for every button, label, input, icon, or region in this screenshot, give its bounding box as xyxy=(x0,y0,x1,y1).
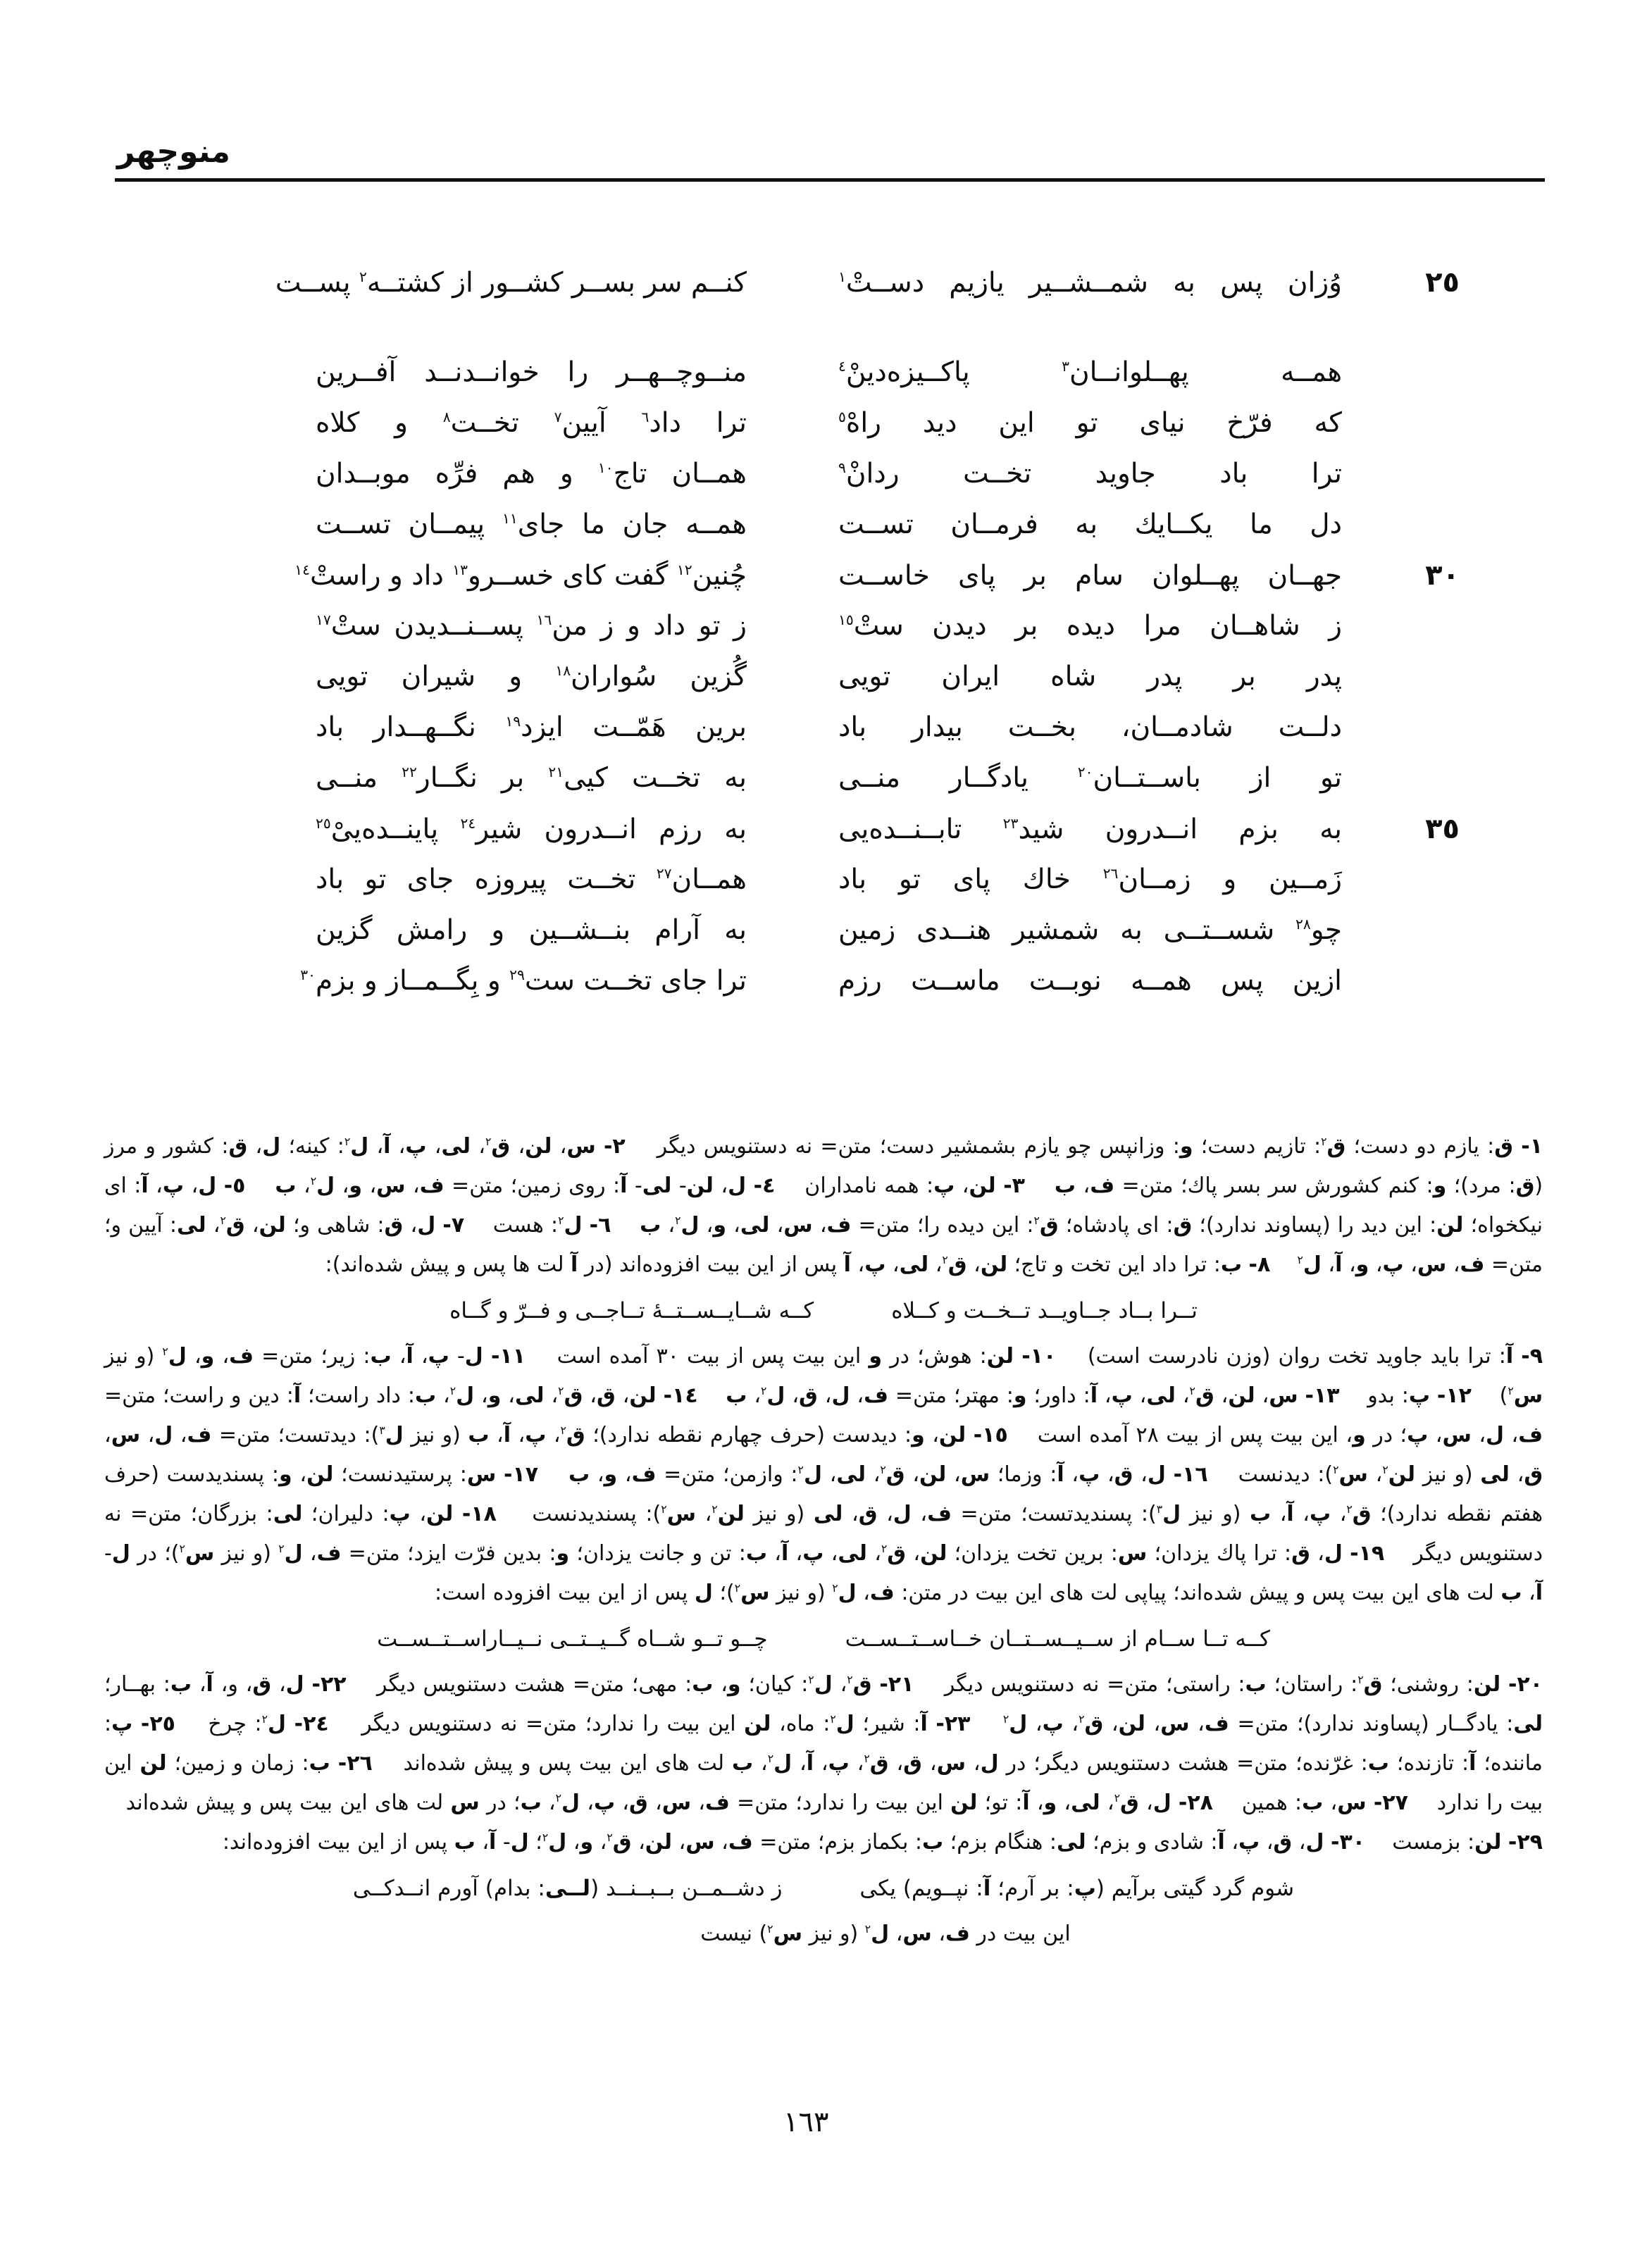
hemistich-right: جهــان پهــلوان سام بر پای خاســت xyxy=(838,560,1342,592)
verse-row xyxy=(316,458,1543,509)
apparatus-note: ٦- ل$^٢$: هست xyxy=(492,1213,611,1238)
apparatus-note: ١٠- لن: هوش؛ در و این بیت پس از بیت ٣٠ آمده است xyxy=(557,1344,1057,1369)
apparatus-note-number: ٢٦- xyxy=(337,1751,373,1776)
apparatus-note-number: ١٣- xyxy=(1305,1383,1340,1408)
apparatus-note: ١٧- س: پرستیدنست؛ لن، و: پسندیدست (حرف هفتم نقطه ندارد)؛ ق$^٢$، پ، آ، ب (و نیز ل$^٣$): پسندیدتست؛ متن= ف، ل، ق، لی (و نیز لن$^٢$، س$^٢$): پسندیدنست xyxy=(104,1462,1543,1526)
apparatus-note: ٢٣- آ: شیر؛ ل$^٢$: ماه، لن این بیت را ندارد؛ متن= نه دستنویس دیگر xyxy=(361,1712,971,1736)
inserted-hemistich-right: کــه تــا ســام از ســیــســتــان خــاســتــســت xyxy=(845,1626,1270,1652)
apparatus-note-number: ٢٨- xyxy=(1178,1790,1213,1815)
verse-row xyxy=(316,610,1543,661)
apparatus-note-number: ١١- xyxy=(490,1344,526,1369)
apparatus-note: ١٨- لن، پ: دلیران؛ لی: بزرگان؛ متن= نه دستنویس دیگر xyxy=(104,1502,1543,1566)
hemistich-left: کنــم سر بســر کشــور از کشتــه$^٢$ پســت xyxy=(275,267,747,299)
apparatus-note-number: ٢٧- xyxy=(1373,1790,1408,1815)
inserted-hemistich-left: چــو تــو شــاه گــیــتــی نــیــاراســتــســت xyxy=(377,1626,768,1652)
hemistich-left: ز تو داد و ز من$^{١٦}$ پســنــدیدن ستْ$^{١٧}$ xyxy=(316,610,747,642)
apparatus-note: ٨- ب: ترا داد این تخت و تاج؛ لن، ق$^٢$، لی، پ، آ پس از این بیت افزوده‌اند (در آ لت ها پس و پیش شده‌اند): xyxy=(325,1252,1271,1277)
inserted-hemistich-left: ز دشــمــن بــبــنــد (لــی: بدام) آورم انــدکــی xyxy=(352,1876,783,1901)
verse-row xyxy=(316,711,1543,762)
apparatus-note-number: ١٩- xyxy=(1350,1541,1385,1566)
apparatus-note: ٢٠- لن: روشنی؛ ق$^٢$: راستان؛ ب: راستی؛ متن= نه دستنویس دیگر xyxy=(944,1672,1543,1697)
hemistich-right: زَمــین و زمــان$^{٢٦}$ خاك پای تو باد xyxy=(838,864,1342,895)
verse-row xyxy=(275,266,1543,317)
apparatus-note: ٢- س، لن، ق$^٢$، لی، پ، آ، ل$^٢$: کینه؛ ل، ق: کشور و مرز (ق: مرد)؛ و: کنم کشورش سر بسر پاك؛ متن= ف، ب xyxy=(104,1134,1543,1198)
inserted-hemistich-left: کــه شــایــســتــهٔ تــاجــی و فــرّ و گــاه xyxy=(449,1298,814,1323)
hemistich-right: تو از باســتــان$^{٢٠}$ یادگــار منــی xyxy=(838,762,1342,794)
hemistich-left: به رزم انــدرون شیر$^{٢٤}$ پاینــده‌ییْ$^{٢٥}$ xyxy=(316,814,747,845)
apparatus-note-number: ٥- xyxy=(223,1173,246,1198)
apparatus-note: ١٥- لن، و: دیدست (حرف چهارم نقطه ندارد)؛ ق$^٢$، پ، آ، ب (و نیز ل$^٣$): دیدتست؛ متن= ف، ل، س، ق، لی (و نیز لن$^٢$، س$^٢$): دیدنست xyxy=(104,1423,1543,1487)
hemistich-right: وُزان پس به شمــشــیر یازیم دســتْ$^١$ xyxy=(838,267,1342,299)
inserted-hemistich-right: تــرا بــاد جــاویــد تــخــت و کــلاه xyxy=(891,1298,1198,1323)
apparatus-note-number: ١٨- xyxy=(461,1502,497,1526)
hemistich-left: همــان$^{٢٧}$ تخــت پیروزه جای تو باد xyxy=(316,864,747,895)
verse-row xyxy=(316,762,1543,813)
hemistich-right: که فرّخ نیای تو این دید راهْ$^٥$ xyxy=(838,407,1342,439)
apparatus-note: ٧- ل، ق: شاهی و؛ لن، ق$^٢$، لی: آیین و؛ متن= ف، س، پ، و، آ، ل$^٢$ xyxy=(104,1213,1543,1277)
apparatus-note: ٩- آ: ترا باید جاوید تخت روان (وزن نادرست است) xyxy=(1087,1344,1543,1369)
hemistich-left: چُنین$^{١٢}$ گفت کای خســرو$^{١٣}$ داد و راستْ$^{١٤}$ xyxy=(294,560,747,592)
apparatus-note: ١- ق: یازم دو دست؛ ق$^٢$: تازیم دست؛ و: وزانپس چو یازم بشمشیر دست؛ متن= نه دستنویس دیگر xyxy=(657,1134,1543,1159)
apparatus-note: ٢٩- لن: بزمست xyxy=(1392,1830,1543,1855)
apparatus-note-number: ١٥- xyxy=(973,1423,1008,1447)
critical-apparatus-footnotes xyxy=(104,1127,1543,1954)
apparatus-note: ٢٧- س، ب: همین xyxy=(1241,1790,1408,1815)
verse-row xyxy=(316,813,1543,864)
apparatus-note: ٢٥- پ: ماننده؛ آ: تازنده؛ ب: غرّنده؛ متن= هشت دستنویس دیگر؛ در ل، س، ق، ق$^٢$، پ، آ، ل$^٢$، ب لت های این بیت پس و پیش شده‌اند xyxy=(104,1712,1543,1776)
hemistich-left: ترا جای تخــت ست$^{٢٩}$ و بِگــمــاز و بزم$^{٣٠}$ xyxy=(300,965,747,997)
apparatus-note-number: ١٦- xyxy=(1173,1462,1208,1487)
apparatus-note: ٢٨- ل، ق$^٢$، لی، و، آ: تو؛ لن این بیت را ندارد؛ متن= ف، س، ق، پ، ل$^٢$، ب؛ در س لت های این بیت پس و پیش شده‌اند xyxy=(125,1790,1213,1815)
apparatus-note-number: ٢١- xyxy=(879,1672,914,1697)
apparatus-note-number: ٣٠- xyxy=(1331,1830,1366,1855)
verse-row xyxy=(316,509,1543,559)
apparatus-note-number: ١٠- xyxy=(1021,1344,1057,1369)
apparatus-note-number: ١- xyxy=(1521,1134,1543,1159)
apparatus-note-number: ٢٥- xyxy=(140,1712,175,1736)
apparatus-inserted-verse xyxy=(104,1289,1543,1333)
verse-row xyxy=(316,661,1543,711)
hemistich-right: چو$^{٢٨}$ شســتــی به شمشیر هنــدی زمین xyxy=(838,914,1342,946)
verse-row xyxy=(316,864,1543,914)
apparatus-note-number: ١٢- xyxy=(1436,1383,1472,1408)
apparatus-note-number: ٢٩- xyxy=(1508,1830,1543,1855)
apparatus-note: ٢١- ق$^٢$، ل$^٢$: کیان؛ و، ب: مهی؛ متن= هشت دستنویس دیگر xyxy=(376,1672,914,1697)
apparatus-note: ١٢- پ: بدو xyxy=(1367,1383,1472,1408)
verse-row xyxy=(316,914,1543,965)
poem-verses xyxy=(275,266,1543,1016)
apparatus-note: ١٣- س، لن، ق$^٢$، لی، پ، آ: داور؛ و: مهتر؛ متن= ف، ل، ق، ل$^٢$، ب xyxy=(726,1383,1340,1408)
apparatus-note-number: ١٤- xyxy=(663,1383,698,1408)
verse-number: ٣٠ xyxy=(1425,559,1460,592)
running-head-chapter-title: منوچهر xyxy=(117,134,230,170)
hemistich-right: ازین پس همــه نوبــت ماســت رزم xyxy=(838,965,1342,997)
hemistich-left: همــان تاج$^{١٠}$ و هم فرِّه موبــدان xyxy=(316,458,747,490)
apparatus-note-number: ١٧- xyxy=(504,1462,539,1487)
apparatus-notes-paragraph xyxy=(104,1127,1543,1285)
hemistich-left: برین هَمّــت ایزد$^{١٩}$ نگــهــدار باد xyxy=(316,711,747,743)
hemistich-right: به بزم انــدرون شید$^{٢٣}$ تابــنــده‌یی xyxy=(838,814,1342,845)
apparatus-note: ١٩- ل، ق: ترا پاك یزدان؛ س: برین تخت یزدان؛ لن، ق$^٢$، لی، پ، آ، ب: تن و جانت یزدان؛ و: بدین فرّت ایزد؛ متن= ف، ل$^٢$ (و نیز س$^٢$)؛ در ل- آ، ب لت های این بیت پس و پیش شده‌اند؛ پیاپی لت های این بیت در متن: ف، ل$^٢$ (و نیز س$^٢$)؛ ل پس از این بیت افزوده است: xyxy=(104,1541,1543,1605)
hemistich-left: به تخــت کیی$^{٢١}$ بر نگــار$^{٢٢}$ منــی xyxy=(316,762,747,794)
hemistich-left: ترا داد$^٦$ آیین$^٧$ تخــت$^٨$ و کلاه xyxy=(316,407,747,439)
apparatus-note-number: ٢٢- xyxy=(311,1672,347,1697)
verse-row xyxy=(300,965,1543,1016)
apparatus-inserted-verse xyxy=(104,1617,1543,1661)
apparatus-note-number: ٨- xyxy=(1248,1252,1271,1277)
apparatus-note: ١٦- ل، ق، پ، آ: وزما؛ س، لن، ق$^٢$، لی، ل$^٢$: وازمن؛ متن= ف، و، ب xyxy=(568,1462,1208,1487)
apparatus-note: ١١- ل- پ، آ، ب: زیر؛ متن= ف، و، ل$^٢$ (و نیز س$^٢$) xyxy=(104,1344,1543,1408)
apparatus-note-number: ٤- xyxy=(753,1173,776,1198)
apparatus-note: ٣- لن، پ: همه نامداران xyxy=(804,1173,1025,1198)
hemistich-right: همــه پهــلوانــان$^٣$ پاکــیزه‌دینْ$^٤$ xyxy=(838,356,1343,388)
apparatus-note-number: ٢- xyxy=(603,1134,626,1159)
apparatus-note: ٢٢- ل، ق، و، آ، ب: بهــار؛ لی: یادگــار (پساوند ندارد)؛ متن= ف، س، لن، ق$^٢$، پ، ل$^٢$ xyxy=(104,1672,1543,1736)
inserted-hemistich-right: شوم گرد گیتی برآیم (پ: بر آرم؛ آ: نپــویم) یکی xyxy=(859,1876,1295,1901)
apparatus-note: ٤- ل، لن- لی- آ: روی زمین؛ متن= ف، س، و، ل$^٢$، ب xyxy=(275,1173,776,1198)
apparatus-note-number: ٢٤- xyxy=(294,1712,329,1736)
hemistich-right: دل ما یکــایك به فرمــان تســت xyxy=(838,509,1342,540)
apparatus-notes-paragraph xyxy=(104,1337,1543,1613)
apparatus-note: ٢٦- ب: زمان و زمین؛ لن این بیت را ندارد xyxy=(104,1751,1543,1815)
apparatus-note-number: ٦- xyxy=(589,1213,611,1238)
verse-row xyxy=(294,559,1543,610)
apparatus-note-number: ٩- xyxy=(1521,1344,1543,1369)
verse-row xyxy=(316,407,1543,458)
apparatus-note: ١٤- لن، ق، ق$^٢$، لی، و، ل$^٢$، ب: داد راست؛ آ: دین و راست؛ متن= ف، ل، س، پ؛ در و، این بیت پس از بیت ٢٨ آمده است xyxy=(104,1383,1543,1447)
apparatus-note: ٢٤- ل$^٢$: چرخ xyxy=(208,1712,329,1736)
apparatus-notes-paragraph xyxy=(104,1665,1543,1862)
hemistich-left: منــوچــهــر را خوانــدنــد آفــرین xyxy=(316,356,747,388)
hemistich-right: ز شاهــان مرا دیده بر دیدن ستْ$^{١٥}$ xyxy=(838,610,1342,642)
page-number: ١٦٣ xyxy=(783,2106,829,2138)
verse-number: ٣٥ xyxy=(1425,813,1460,845)
hemistich-left: همــه جان ما جای$^{١١}$ پیمــان تســت xyxy=(316,509,747,540)
hemistich-right: دلــت شادمــان، بخــت بیدار باد xyxy=(838,711,1342,743)
hemistich-right: ترا باد جاوید تخــت ردانْ$^٩$ xyxy=(838,458,1342,490)
apparatus-note-number: ٧- xyxy=(442,1213,465,1238)
apparatus-note: ٣٠- ل، ق، پ، آ: شادی و بزم؛ لی: هنگام بزم؛ ب: بکماز بزم؛ متن= ف، س، لن، ق$^٢$، و، ل$^٢$؛ ل- آ، ب پس از این بیت افزوده‌اند: xyxy=(222,1830,1366,1855)
verse-row xyxy=(316,356,1543,407)
verse-number: ٢٥ xyxy=(1425,266,1460,299)
apparatus-inserted-verse xyxy=(104,1867,1543,1910)
apparatus-note-number: ٣- xyxy=(1003,1173,1025,1198)
header-rule xyxy=(115,178,1545,182)
hemistich-left: گُزین سُواران$^{١٨}$ و شیران تویی xyxy=(316,661,747,692)
apparatus-final-note: این بیت در ف، س، ل$^٢$ (و نیز س$^٢$) نیست xyxy=(700,1921,1071,1946)
apparatus-note-number: ٢٠- xyxy=(1508,1672,1543,1697)
hemistich-right: پدر بر پدر شاه ایران تویی xyxy=(838,661,1342,692)
apparatus-note: ٥- ل، پ، آ: ای نیکخواه؛ لن: این دید را (پساوند ندارد)؛ ق: ای پادشاه؛ ق$^٢$: این دیده را؛ متن= ف، س، لی، و، ل$^٢$، ب xyxy=(104,1173,1543,1238)
apparatus-note-number: ٢٣- xyxy=(936,1712,971,1736)
hemistich-left: به آرام بنــشــین و رامش گزین xyxy=(316,914,747,946)
